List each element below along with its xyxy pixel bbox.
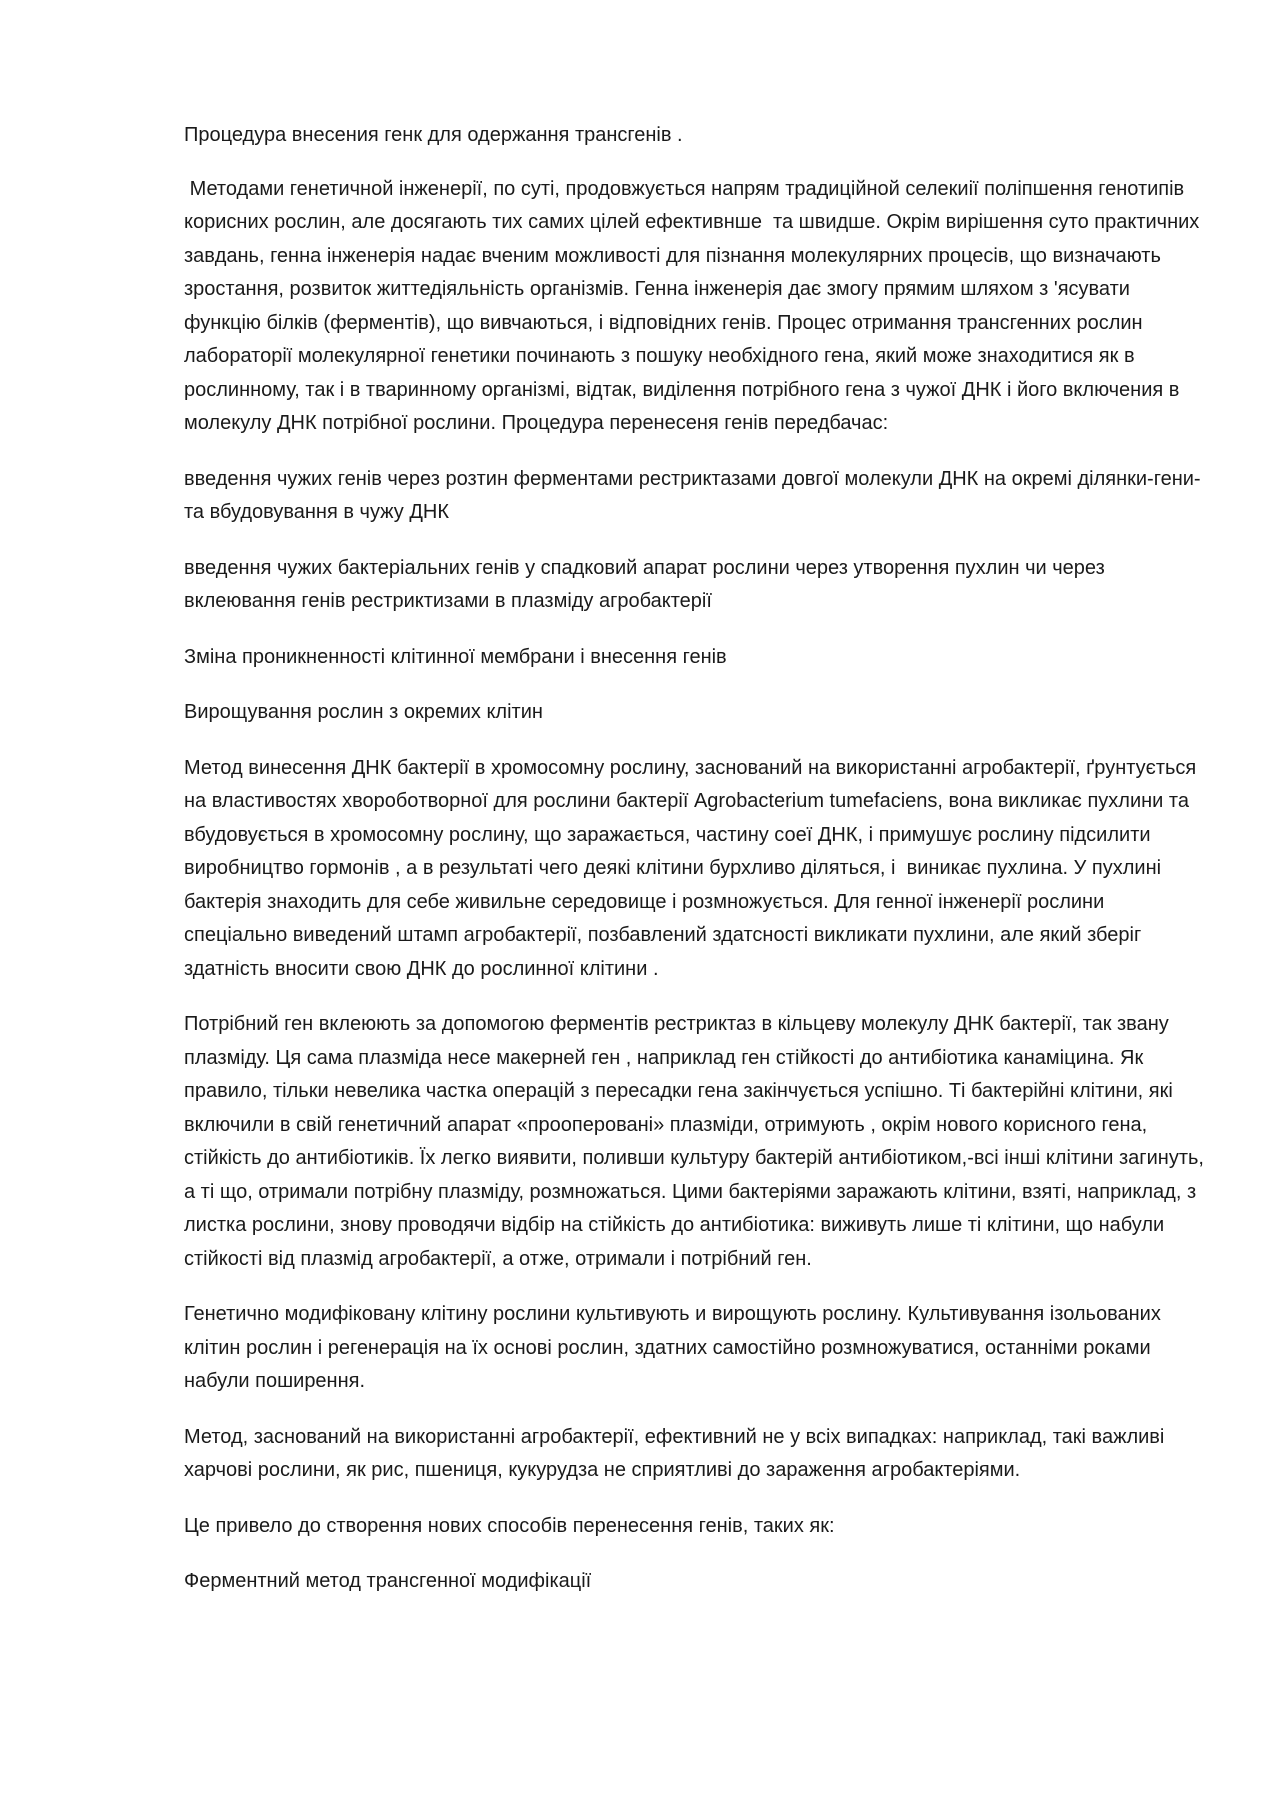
- document-page: [184, 119, 1210, 1621]
- paragraph-intro: Методами генетичной інженерії, по суті, продовжується напрям традиційной селекиії поліпшення генотипів корисних рослин, але досягають тих самих цілей ефективнше та швидше. Окрім вирішення суто практичних завдань, генна інженерія надає вченим можливості для пізнання молекулярних процесів, що визначають зростання, розвиток життедіяльність організмів. Генна інженерія дає змогу прямим шляхом з 'ясувати функцію білків (ферментів), що вивчаються, і відповідних генів. Процес отримання трансгенних рослин лабораторії молекулярної генетики починають з пошуку необхідного гена, який може знаходитися як в рослинному, так і в тваринному організмі, відтак, виділення потрібного гена з чужої ДНК і його включения в молекулу ДНК потрібної рослини. Процедура перенесеня генів передбачас:: [184, 177, 1205, 434]
- paragraph-method-4: Вирощування рослин з окремих клітин: [184, 701, 543, 723]
- paragraph-agrobacterium: Метод винесення ДНК бактерії в хромосомну рослину, заснований на використанні агробактерії, ґрунтується на властивостях хворобoтворної для рослини бактерії Agrobacterium tumefaciens, вона викликає пухлини та вбудовується в хромосомну рослину, що заражається, частину соеї ДНК, і примушує рослину підсилити виробництво гормонів , а в результаті чего деякі клітини бурхливо діляться, і виникає пухлина. У пухлині бактерія знаходить для себе живильне середовище і розмножується. Для генної інженерії рослини спеціально виведений штамп агробактерії, позбавлений здатсності викликати пухлини, але який зберіг здатність вносити свою ДНК до рослинної клітини .: [184, 756, 1202, 980]
- paragraph-method-2: введення чужих бактеріальних генів у спадковий апарат рослини через утворення пухлин чи через вклеювання генів рестриктизами в плазміду агробактерії: [184, 556, 1111, 612]
- paragraph-new-methods: Це привело до створення нових способів перенесення генів, таких як:: [184, 1514, 835, 1537]
- paragraph-method-1: введення чужих генів через розтин ферментами рестриктазами довгої молекули ДНК на окремі ділянки-гени-та вбудовування в чужу ДНК: [184, 467, 1201, 523]
- paragraph-limitations: Метод, заснований на використанні агробактерії, ефективний не у всіх випадках: наприклад, такі важливі харчові рослини, як рис, пшениця, кукурудза не сприятливі до зараження агробактеріями.: [184, 1425, 1170, 1481]
- paragraph-method-3: Зміна проникненності клітинної мембрани і внесення генів: [184, 645, 727, 668]
- document-title: Процедура внесения генк для одержання трансгенів .: [184, 124, 683, 146]
- paragraph-plasmid: Потрібний ген вклеюють за допомогою ферментів рестриктаз в кільцеву молекулу ДНК бактерії, так звану плазміду. Ця сама плазміда несе макерней ген , наприклад ген стійкості до антибіотика канаміцина. Як правило, тільки невелика частка операцій з пересадки гена закінчується успішно. Ті бактерійні клітини, які включили в свій генетичний апарат «прооперовані» плазміди, отримують , окрім нового корисного гена, стійкість до антибіотиків. Їх легко виявити, поливши культуру бактерій антибіотиком,-всі інші клітини загинуть, а ті що, отримали потрібну плазміду, розмножаться. Цими бактеріями заражають клітини, взяті, наприклад, з листка рослини, знову проводячи відбір на стійкість до антибіотика: виживуть лише ті клітини, що набули стійкості від плазмід агробактерії, а отже, отримали і потрібний ген.: [184, 1013, 1210, 1270]
- paragraph-cultivation: Генетично модифіковану клітину рослини культивують и вирощують рослину. Культивування ізольованих клітин рослин і регенерація на їх основі рослин, здатних самостійно розмножуватися, останніми роками набули поширення.: [184, 1303, 1167, 1392]
- paragraph-enzyme-method: Ферментний метод трансгенної модифікації: [184, 1570, 592, 1592]
